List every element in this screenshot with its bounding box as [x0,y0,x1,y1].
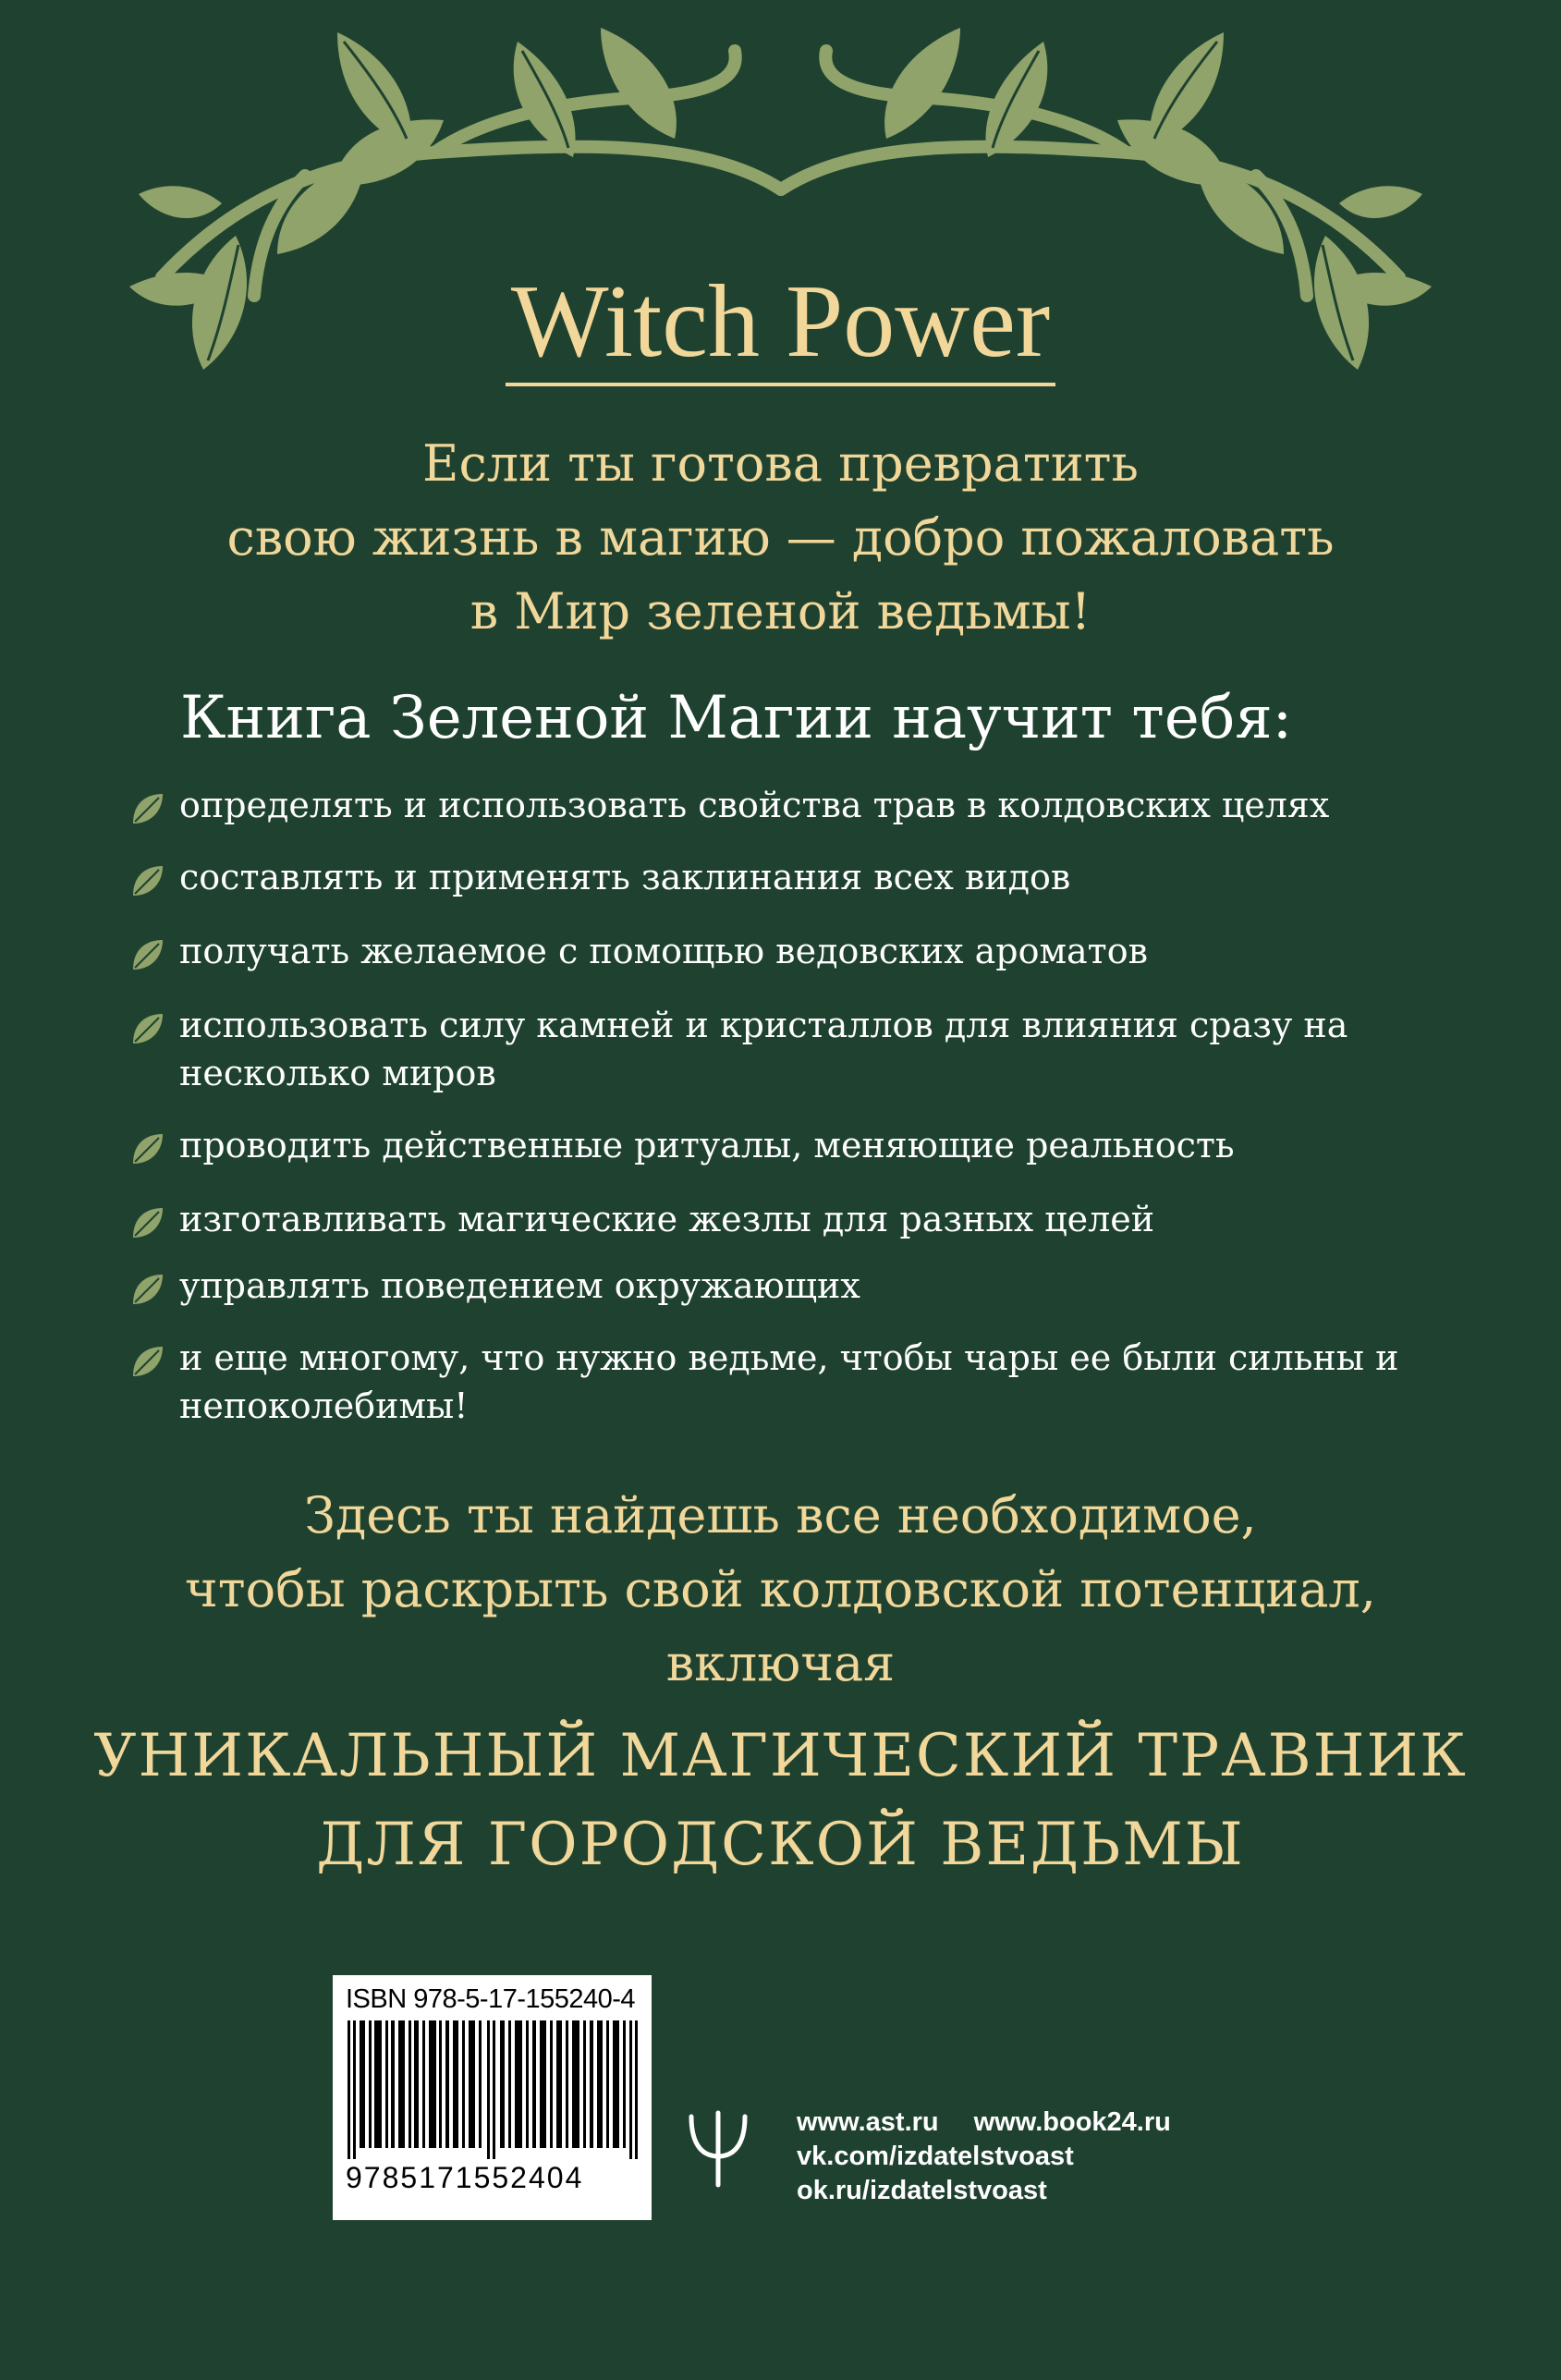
learn-heading: Книга Зеленой Магии научит тебя: [180,684,1293,752]
leaf-bullet-icon [129,936,166,973]
intro-line: в Мир зеленой ведьмы! [470,582,1091,641]
bullet-text: и еще многому, что нужно ведьме, чтобы чары ее были сильны и непоколебимы! [179,1337,1399,1426]
bullet-text: использовать силу камней и кристаллов для влияния сразу на несколько миров [179,1005,1348,1093]
bullet-item [129,1121,1442,1169]
bullet-text: определять и использовать свойства трав в колдовских целях [179,785,1330,825]
leaf-bullet-icon [129,1343,166,1380]
bullet-text: изготавливать магические жезлы для разных целей [179,1199,1155,1239]
bullet-text: проводить действенные ритуалы, меняющие реальность [179,1125,1235,1166]
leaf-bullet-icon [129,1204,166,1241]
here-line: чтобы раскрыть свой колдовской потенциал, [185,1560,1376,1618]
bullet-text: получать желаемое с помощью ведовских ароматов [179,931,1148,971]
bullet-item [129,853,1442,901]
link-ast[interactable]: www.ast.ru [797,2107,939,2137]
link-book24[interactable]: www.book24.ru [973,2107,1171,2137]
here-line: Здесь ты найдешь все необходимое, [304,1486,1257,1544]
bullet-text: составлять и применять заклинания всех видов [179,857,1071,897]
highlight-line: ДЛЯ ГОРОДСКОЙ ВЕДЬМЫ [316,1811,1245,1879]
bullet-item [129,1262,1442,1310]
title-block [0,264,1561,386]
leaf-bullet-icon [129,1130,166,1167]
leaf-bullet-icon [129,790,166,827]
intro-line: свою жизнь в магию — добро пожаловать [226,508,1335,567]
bullet-item [129,1334,1442,1430]
book-title: Witch Power [506,268,1055,386]
bullet-item [129,927,1442,975]
barcode-digits: 9785171552404 [346,2161,584,2194]
barcode-box [333,1975,652,2220]
link-ok[interactable]: ok.ru/izdatelstvoast [797,2176,1047,2205]
intro-line: Если ты готова превратить [422,434,1139,493]
bullet-text: управлять поведением окружающих [179,1265,860,1306]
intro-text [0,427,1561,649]
bullet-item [129,1001,1442,1097]
links-row [797,2105,1171,2140]
link-vk[interactable]: vk.com/izdatelstvoast [797,2142,1074,2171]
isbn-number: ISBN 978-5-17-155240-4 [346,1984,636,2014]
highlight-text [0,1712,1561,1889]
psi-trident-icon [686,2105,750,2189]
leaf-bullet-icon [129,1271,166,1308]
here-text [0,1479,1561,1701]
publisher-links [797,2105,1171,2208]
highlight-line: УНИКАЛЬНЫЙ МАГИЧЕСКИЙ ТРАВНИК [93,1722,1468,1790]
leaf-bullet-icon [129,862,166,899]
here-line: включая [665,1634,896,1692]
barcode-bars [346,2020,639,2159]
bullet-item [129,1195,1442,1243]
leaf-bullet-icon [129,1010,166,1047]
bullet-item [129,781,1442,829]
